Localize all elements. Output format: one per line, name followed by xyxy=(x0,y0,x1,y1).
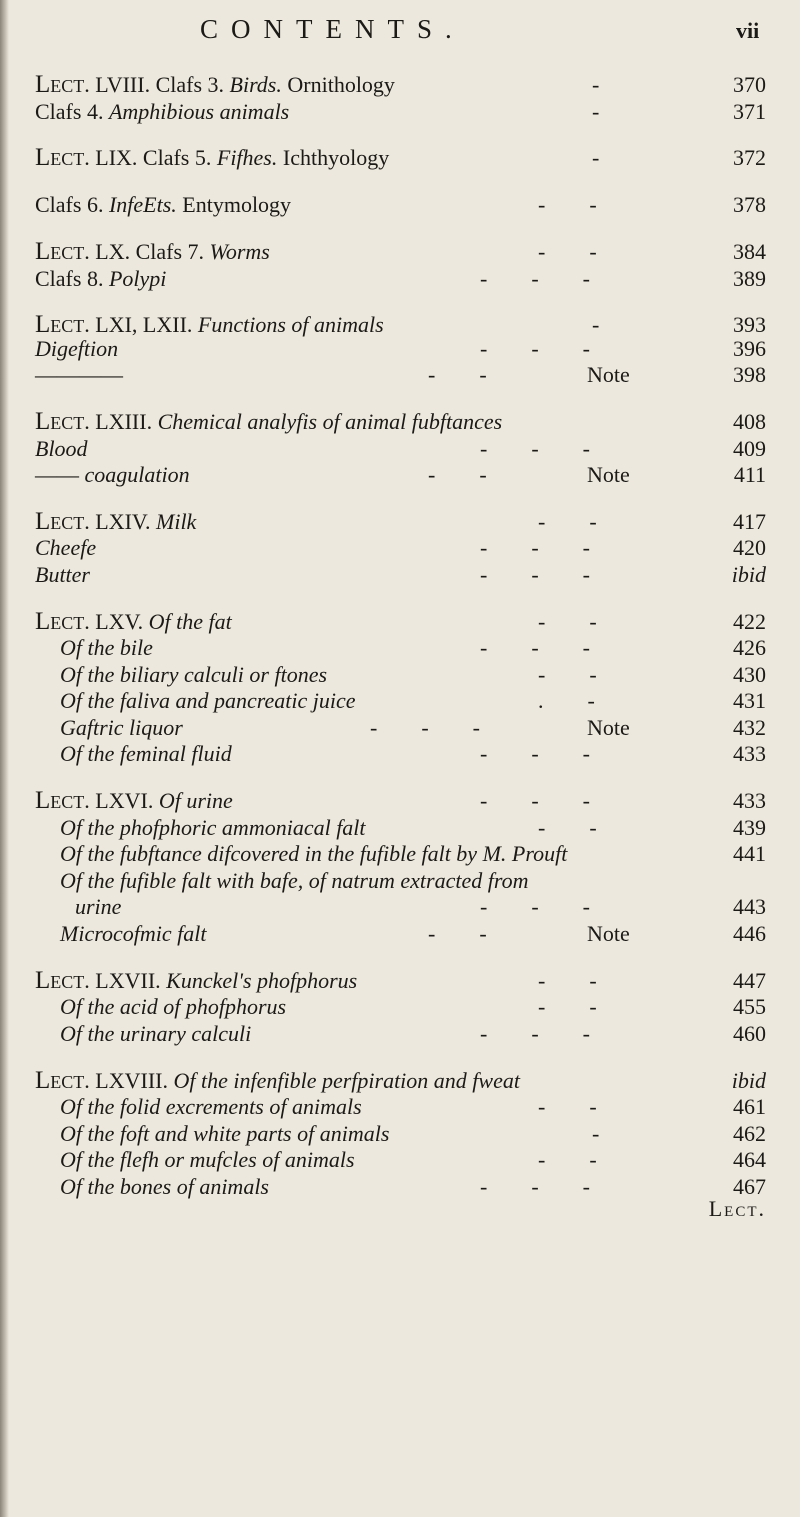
entry-text: . LXI, LXII. xyxy=(84,312,198,337)
entry-text: Clafs 8. xyxy=(35,266,109,291)
toc-entry xyxy=(0,633,800,663)
entry-title xyxy=(35,70,395,100)
entry-text: Lect xyxy=(35,408,85,435)
page-ref: 431 xyxy=(733,688,766,713)
toc-entry xyxy=(0,1092,800,1122)
leader-dashes: - - xyxy=(428,921,487,946)
entry-text: Amphibious animals xyxy=(108,99,290,124)
entry-text: Of the urinary calculi xyxy=(60,1021,252,1046)
page-ref: 409 xyxy=(733,436,766,461)
page-ref: 446 xyxy=(733,921,766,946)
toc-entry xyxy=(0,786,800,816)
entry-text: Of the fat xyxy=(148,609,232,634)
toc-entry xyxy=(0,1172,800,1202)
leader-dashes: - - - xyxy=(480,1021,590,1046)
entry-text: Chemical analyfis of animal fubftances xyxy=(157,409,503,434)
page-ref: 370 xyxy=(733,72,766,97)
page-ref: 443 xyxy=(733,894,766,919)
entry-text: Worms xyxy=(209,239,270,264)
entry-title xyxy=(35,143,389,173)
leader-dashes: - - - xyxy=(480,635,590,660)
leader-dashes: - - xyxy=(538,239,597,264)
entry-text: urine xyxy=(75,894,122,919)
entry-title xyxy=(60,839,567,869)
note-label: Note xyxy=(587,362,630,387)
entry-text: Of the fubftance difcovered in the fufible falt by M. Prouft xyxy=(60,841,568,866)
page-ref: 460 xyxy=(733,1021,766,1046)
entry-text: Lect xyxy=(35,238,85,265)
entry-text: Lect xyxy=(35,508,85,535)
entry-title xyxy=(60,1145,355,1175)
toc-entry xyxy=(0,533,800,563)
entry-text: Cheefe xyxy=(35,535,97,560)
entry-text: Of the bile xyxy=(60,635,153,660)
page-ref: 467 xyxy=(733,1174,766,1199)
entry-text: Of the fufible falt with bafe, of natrum extracted from xyxy=(60,868,529,893)
running-title: CONTENTS. xyxy=(200,14,465,44)
entry-text: Fifhes. xyxy=(216,145,278,170)
entry-title xyxy=(60,686,356,716)
entry-text: Digeftion xyxy=(35,336,119,361)
page-ref: 389 xyxy=(733,266,766,291)
page-ref: 398 xyxy=(733,362,766,387)
leader-dashes: - - - xyxy=(480,436,590,461)
page-ref: 417 xyxy=(733,509,766,534)
toc-entry xyxy=(0,919,800,949)
toc-entry xyxy=(0,839,800,869)
leader-dashes: - - xyxy=(538,662,597,687)
leader-dashes: - - - xyxy=(480,535,590,560)
toc-entry xyxy=(0,264,800,294)
entry-text: Functions of animals xyxy=(197,312,384,337)
leader-dashes: - xyxy=(592,72,600,97)
page-ref: 378 xyxy=(733,192,766,217)
entry-text: InfeEts. xyxy=(108,192,177,217)
page-ref: 433 xyxy=(733,788,766,813)
leader-dashes: - - xyxy=(538,1094,597,1119)
page-ref: ibid xyxy=(731,1068,766,1093)
page-ref: 432 xyxy=(733,715,766,740)
leader-dashes: - xyxy=(592,1121,600,1146)
toc-entry xyxy=(0,992,800,1022)
toc-entry xyxy=(0,1145,800,1175)
toc-entry xyxy=(0,407,800,437)
page-ref: 439 xyxy=(733,815,766,840)
toc-entry xyxy=(0,739,800,769)
page-ref: 420 xyxy=(733,535,766,560)
entry-title xyxy=(35,264,166,294)
leader-dashes: - - - xyxy=(480,894,590,919)
leader-dashes: - xyxy=(592,99,600,124)
entry-text: Entymology xyxy=(176,192,292,217)
entry-text: . LVIII. Clafs 3. xyxy=(84,72,230,97)
entry-title xyxy=(60,1172,269,1202)
toc-entry xyxy=(0,190,800,220)
entry-text: Of the phofphoric ammoniacal falt xyxy=(60,815,366,840)
entry-title xyxy=(60,633,153,663)
entry-title xyxy=(35,97,289,127)
entry-title xyxy=(60,1019,251,1049)
leader-dashes: - - xyxy=(538,1147,597,1172)
entry-text: Lect xyxy=(35,787,85,814)
leader-dashes: - - - xyxy=(480,741,590,766)
entry-text: Lect xyxy=(35,311,85,338)
entry-text: Clafs 6. xyxy=(35,192,109,217)
catchword: Lect. xyxy=(708,1196,766,1221)
entry-text: Butter xyxy=(35,562,90,587)
page-ref: 426 xyxy=(733,635,766,660)
entry-title xyxy=(35,407,502,437)
entry-title xyxy=(60,992,286,1022)
toc-entry xyxy=(0,70,800,100)
entry-text: Gaftric liquor xyxy=(60,715,183,740)
entry-text: Lect xyxy=(35,1067,85,1094)
leader-dashes: - - xyxy=(538,192,597,217)
page-ref: 433 xyxy=(733,741,766,766)
leader-dashes: - - - xyxy=(370,715,480,740)
leader-dashes: - - xyxy=(538,815,597,840)
entry-text: Lect xyxy=(35,71,85,98)
entry-title xyxy=(35,190,291,220)
entry-title xyxy=(35,786,233,816)
page-ref: 462 xyxy=(733,1121,766,1146)
entry-text: Kunckel's phofphorus xyxy=(166,968,358,993)
page-ref: 430 xyxy=(733,662,766,687)
page-number: vii xyxy=(736,18,760,43)
toc-entry xyxy=(0,892,800,922)
entry-text: Of the feminal fluid xyxy=(60,741,232,766)
leader-dashes: - - - xyxy=(480,1174,590,1199)
page-ref: 411 xyxy=(733,462,766,487)
entry-text: Ichthyology xyxy=(277,145,390,170)
entry-text: Microcofmic falt xyxy=(60,921,207,946)
toc-entry xyxy=(0,237,800,267)
entry-text: Blood xyxy=(35,436,88,461)
page-ref: 464 xyxy=(733,1147,766,1172)
leader-dashes: - xyxy=(592,312,600,337)
entry-text: Of the acid of phofphorus xyxy=(60,994,287,1019)
entry-text: Of the infenfible perfpiration and fweat xyxy=(173,1068,520,1093)
entry-text: Lect xyxy=(35,967,85,994)
entry-text: ———— xyxy=(35,362,123,387)
page-ref: 396 xyxy=(733,336,766,361)
page-ref: 408 xyxy=(733,409,766,434)
page-ref: 384 xyxy=(733,239,766,264)
note-label: Note xyxy=(587,715,630,740)
entry-title xyxy=(35,460,190,490)
entry-title xyxy=(75,892,121,922)
page-ref: 393 xyxy=(733,312,766,337)
leader-dashes: - - xyxy=(538,994,597,1019)
entry-text: Ornithology xyxy=(281,72,395,97)
leader-dashes: - - - xyxy=(480,788,590,813)
toc-entry xyxy=(0,1019,800,1049)
entry-text: . LXV. xyxy=(84,609,149,634)
entry-text: Of the bones of animals xyxy=(60,1174,269,1199)
leader-dashes: . - xyxy=(538,688,595,713)
entry-text: coagulation xyxy=(84,462,190,487)
entry-text: Of the biliary calculi or ftones xyxy=(60,662,328,687)
page-ref: ibid xyxy=(731,562,766,587)
leader-dashes: - - - xyxy=(480,336,590,361)
entry-text: Of the foft and white parts of animals xyxy=(60,1121,390,1146)
entry-text: Polypi xyxy=(108,266,167,291)
toc-entry xyxy=(0,143,800,173)
leader-dashes: - - xyxy=(428,462,487,487)
leader-dashes: - - - xyxy=(480,266,590,291)
entry-text: . LXVI. xyxy=(84,788,159,813)
entry-title xyxy=(60,919,206,949)
page-ref: 372 xyxy=(733,145,766,170)
entry-text: . LXVIII. xyxy=(84,1068,174,1093)
leader-dashes: - - xyxy=(538,609,597,634)
leader-dashes: - - xyxy=(538,968,597,993)
entry-title xyxy=(35,533,96,563)
entry-text: Lect xyxy=(35,144,85,171)
entry-text: . LXIII. xyxy=(84,409,158,434)
entry-text: Birds. xyxy=(229,72,282,97)
entry-text: Of the folid excrements of animals xyxy=(60,1094,362,1119)
toc-entry xyxy=(0,360,800,390)
entry-title xyxy=(35,237,270,267)
toc-entry xyxy=(0,460,800,490)
note-label: Note xyxy=(587,462,630,487)
entry-title xyxy=(60,739,232,769)
toc-entry xyxy=(0,97,800,127)
entry-text: Of the flefh or mufcles of animals xyxy=(60,1147,355,1172)
entry-text: Lect xyxy=(35,608,85,635)
entry-text: . LXVII. xyxy=(84,968,167,993)
leader-dashes: - - xyxy=(538,509,597,534)
page-ref: 455 xyxy=(733,994,766,1019)
toc-entry xyxy=(0,686,800,716)
page-ref: 447 xyxy=(733,968,766,993)
entry-text: —— xyxy=(35,462,85,487)
entry-text: Milk xyxy=(156,509,197,534)
entry-text: Of urine xyxy=(158,788,233,813)
page-ref: 441 xyxy=(733,841,766,866)
note-label: Note xyxy=(587,921,630,946)
entry-title xyxy=(35,360,123,390)
entry-text: . LIX. Clafs 5. xyxy=(84,145,217,170)
leader-dashes: - - - xyxy=(480,562,590,587)
entry-text: . LXIV. xyxy=(84,509,156,534)
entry-text: Of the faliva and pancreatic juice xyxy=(60,688,356,713)
entry-title xyxy=(60,1092,362,1122)
page-ref: 461 xyxy=(733,1094,766,1119)
toc-entry xyxy=(0,560,800,590)
leader-dashes: - - xyxy=(428,362,487,387)
entry-title xyxy=(35,560,90,590)
entry-text: Clafs 4. xyxy=(35,99,109,124)
leader-dashes: - xyxy=(592,145,600,170)
entry-text: . LX. Clafs 7. xyxy=(84,239,210,264)
page-ref: 371 xyxy=(733,99,766,124)
page-ref: 422 xyxy=(733,609,766,634)
